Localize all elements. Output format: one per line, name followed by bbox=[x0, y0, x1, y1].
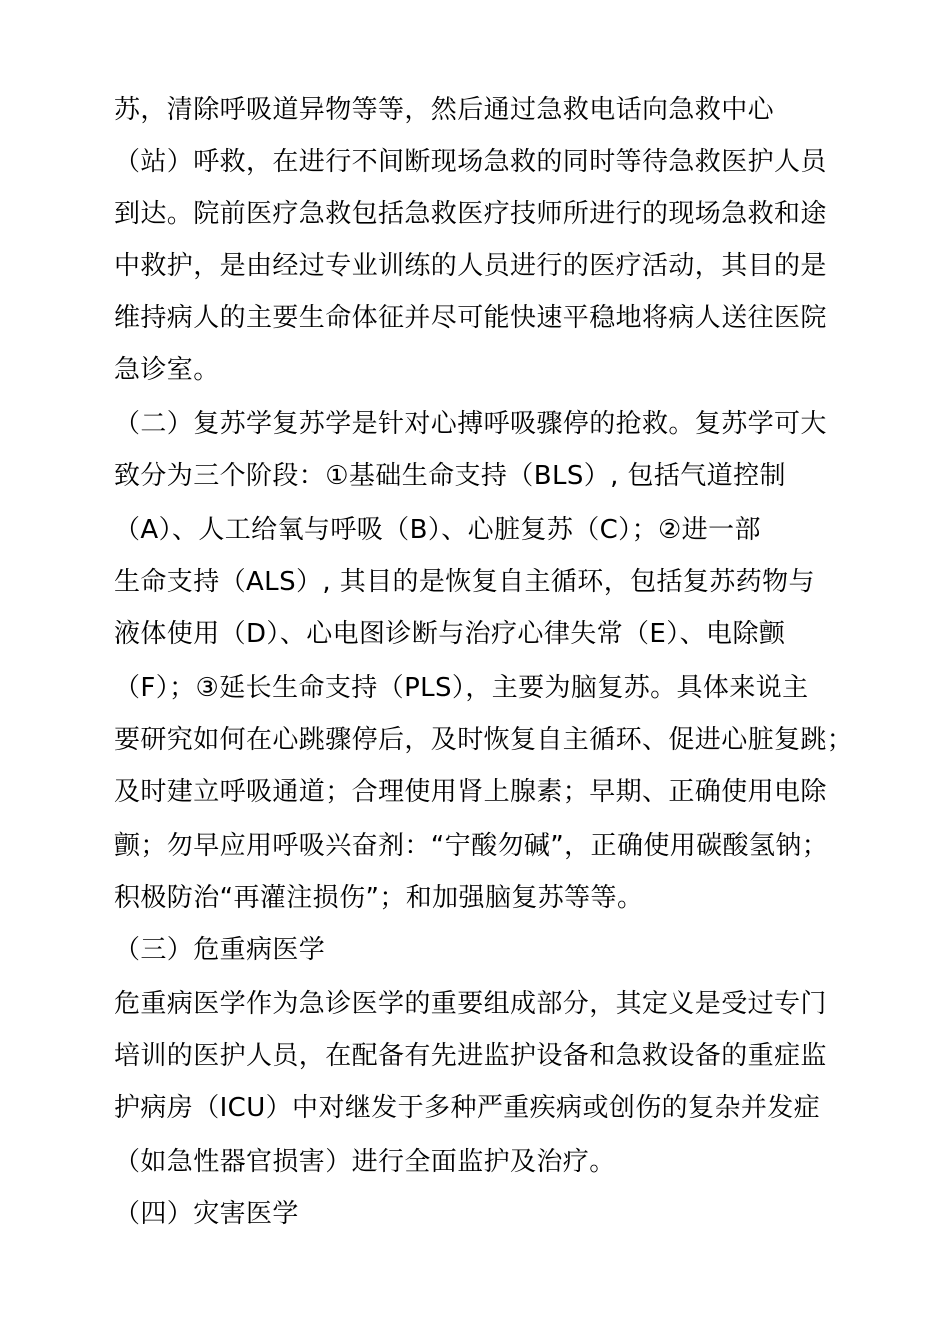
text-line: 生命支持（ALS）, 其目的是恢复自主循环，包括复苏药物与 bbox=[114, 567, 815, 597]
text-line: 维持病人的主要生命体征并尽可能快速平稳地将病人送往医院 bbox=[114, 303, 827, 333]
text-line: （站）呼救，在进行不间断现场急救的同时等待急救医护人员 bbox=[114, 147, 827, 177]
text-line: 危重病医学作为急诊医学的重要组成部分，其定义是受过专门 bbox=[114, 989, 827, 1019]
section-heading-4: （四）灾害医学 bbox=[114, 1199, 299, 1229]
text-line: 到达。院前医疗急救包括急救医疗技师所进行的现场急救和途 bbox=[114, 199, 827, 229]
text-line: 急诊室。 bbox=[114, 355, 220, 385]
text-line: （F）；③延长生命支持（PLS），主要为脑复苏。具体来说主 bbox=[114, 673, 809, 703]
section-heading-3: （三）危重病医学 bbox=[114, 935, 326, 965]
text-line: 中救护，是由经过专业训练的人员进行的医疗活动，其目的是 bbox=[114, 251, 827, 281]
text-line: 培训的医护人员，在配备有先进监护设备和急救设备的重症监 bbox=[114, 1041, 827, 1071]
section-heading-2: （二）复苏学复苏学是针对心搏呼吸骤停的抢救。复苏学可大 bbox=[114, 409, 827, 439]
text-line: 要研究如何在心跳骤停后，及时恢复自主循环、促进心脏复跳； bbox=[114, 725, 854, 755]
text-line: 液体使用（D）、心电图诊断与治疗心律失常（E）、电除颤 bbox=[114, 619, 786, 649]
text-line: 及时建立呼吸通道；合理使用肾上腺素；早期、正确使用电除 bbox=[114, 777, 827, 807]
text-line: 颤；勿早应用呼吸兴奋剂：“宁酸勿碱”，正确使用碳酸氢钠； bbox=[114, 831, 829, 861]
text-line: （A）、人工给氧与呼吸（B）、心脏复苏（C）；②进一部 bbox=[114, 515, 761, 545]
text-line: 护病房（ICU）中对继发于多种严重疾病或创伤的复杂并发症 bbox=[114, 1093, 821, 1123]
text-line: 致分为三个阶段：①基础生命支持（BLS）, 包括气道控制 bbox=[114, 461, 786, 491]
text-line: 积极防治“再灌注损伤”；和加强脑复苏等等。 bbox=[114, 883, 644, 913]
text-line: 苏，清除呼吸道异物等等，然后通过急救电话向急救中心 bbox=[114, 95, 775, 125]
text-line: （如急性器官损害）进行全面监护及治疗。 bbox=[114, 1147, 616, 1177]
